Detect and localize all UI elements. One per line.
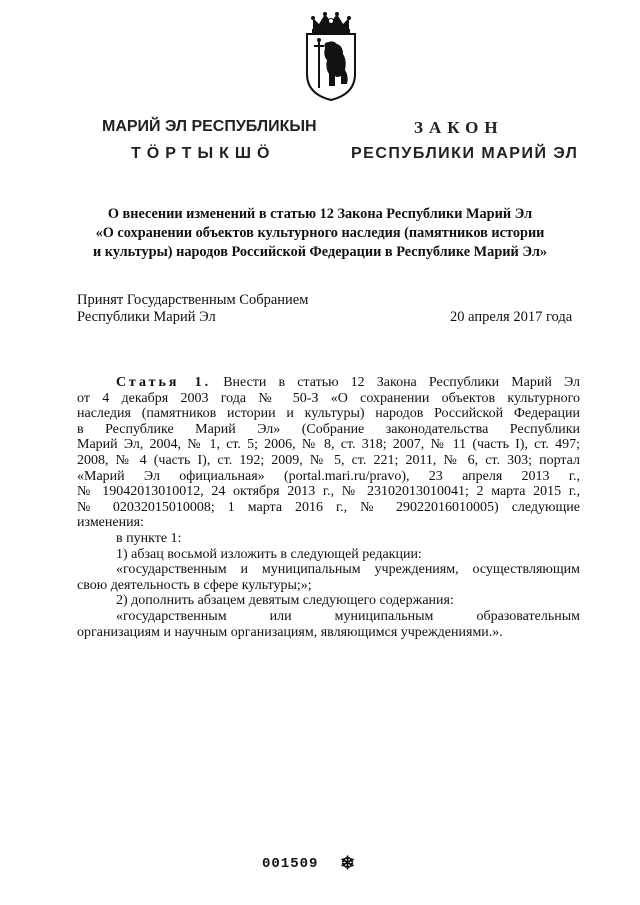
title-line: «О сохранении объектов культурного наследия (памятников истории	[95, 225, 545, 241]
coat-of-arms-icon	[299, 10, 363, 102]
article-line: наследия (памятников истории и культуры) народов Российской Федерации	[77, 406, 580, 422]
item-line: свою деятельность в сфере культуры;»;	[77, 577, 312, 593]
article-line: Статья 1. Внести в статью 12 Закона Республики Марий Эл	[116, 375, 580, 390]
law-title	[40, 205, 600, 262]
article-line: от 4 декабря 2003 года № 50-З «О сохранении объектов культурного	[77, 390, 580, 406]
article-line: № 19042013010012, 24 октября 2013 г., № 23102013010041; 2 марта 2015 г.,	[77, 484, 580, 500]
adopted-date: 20 апреля 2017 года	[450, 309, 573, 325]
article-line: «Марий Эл официальная» (portal.mari.ru/pravo), 23 апреля 2013 г.,	[77, 468, 580, 484]
article-line: изменения:	[77, 515, 144, 531]
item-line: 1) абзац восьмой изложить в следующей редакции:	[116, 546, 422, 562]
article-line: 2008, № 4 (часть I), ст. 192; 2009, № 5, ст. 221; 2011, № 6, ст. 303; портал	[77, 452, 580, 468]
article-line: в Республике Марий Эл» (Собрание законодательства Республики	[77, 421, 580, 437]
header-left-line1: МАРИЙ ЭЛ РЕСПУБЛИКЫН	[102, 118, 317, 135]
title-line: О внесении изменений в статью 12 Закона Республики Марий Эл	[107, 206, 533, 222]
header-right-line1: ЗАКОН	[414, 118, 504, 137]
article-line: Марий Эл, 2004, № 1, ст. 5; 2006, № 8, ст. 318; 2007, № 11 (часть I), ст. 497;	[77, 437, 580, 453]
snowflake-icon: ❄	[340, 853, 356, 873]
adopted-line2: Республики Марий Эл	[77, 309, 216, 325]
item-line: 2) дополнить абзацем девятым следующего содержания:	[116, 593, 454, 609]
item-line: «государственным или муниципальным образовательным	[116, 608, 580, 624]
serial-number: 001509	[262, 856, 319, 872]
header-left-line2: ТӦРТЫКШӦ	[131, 145, 276, 162]
adopted-line1: Принят Государственным Собранием	[77, 292, 309, 308]
item-line: «государственным и муниципальным учреждениям, осуществляющим	[116, 562, 580, 578]
article-heading: Статья 1.	[116, 375, 212, 390]
header-right-line2: РЕСПУБЛИКИ МАРИЙ ЭЛ	[351, 145, 579, 162]
item-line: организациям и научным организациям, являющимся учреждениями.».	[77, 624, 503, 640]
title-line: и культуры) народов Российской Федерации в Республике Марий Эл»	[92, 244, 548, 260]
article-line: № 02032015010008; 1 марта 2016 г., № 29022016010005) следующие	[77, 499, 580, 515]
item-line: в пункте 1:	[116, 530, 182, 546]
article-body	[77, 375, 580, 640]
